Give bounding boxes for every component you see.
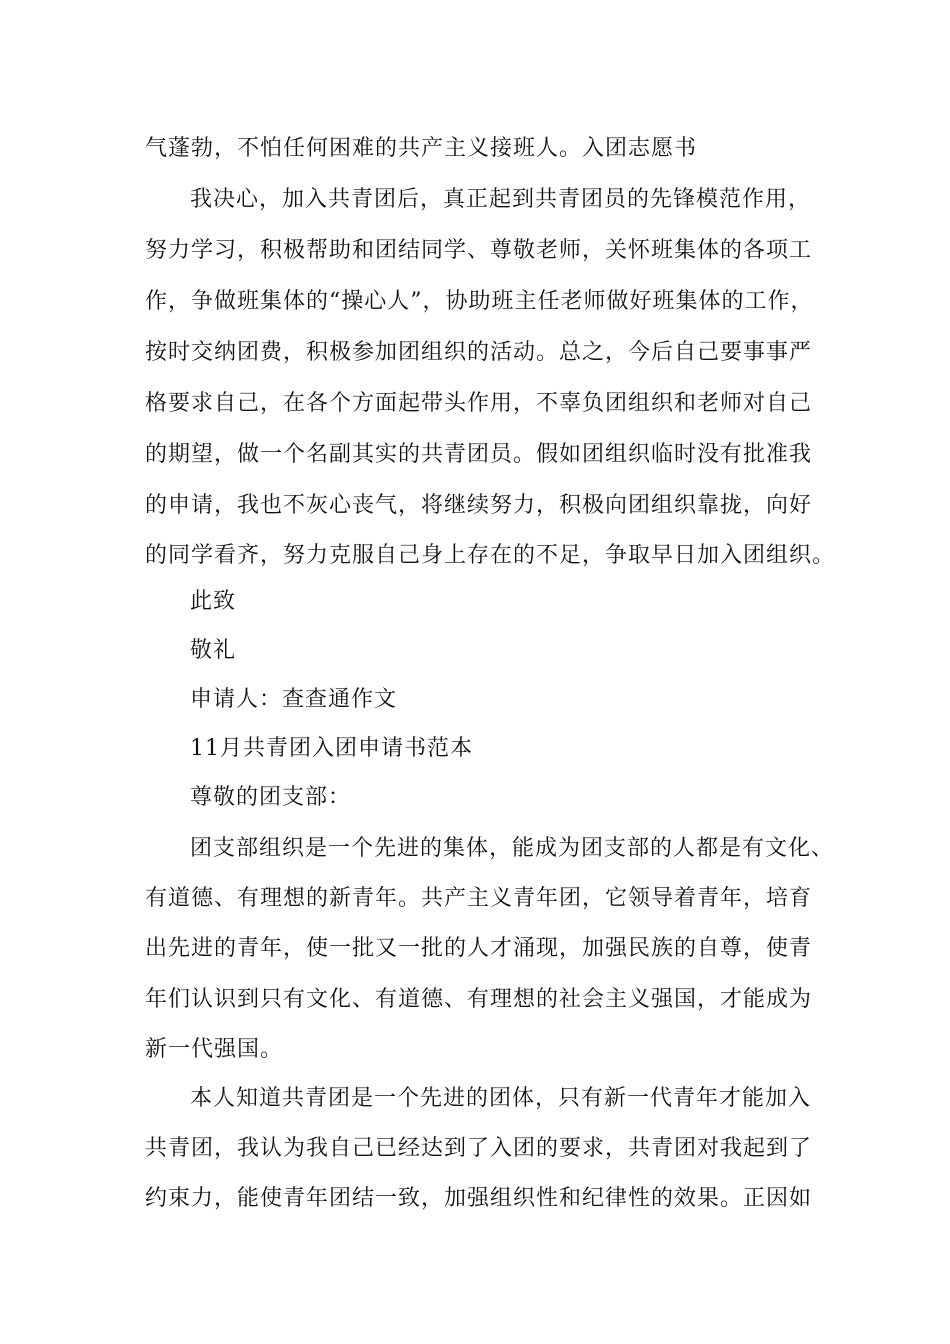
text-line: 的申请，我也不灰心丧气，将继续努力，积极向团组织靠拢，向好 bbox=[145, 493, 813, 518]
text-line: 团支部组织是一个先进的集体，能成为团支部的人都是有文化、 bbox=[190, 836, 835, 861]
closing-line: 此致 bbox=[190, 589, 237, 614]
section-title: 11月共青团入团申请书范本 bbox=[190, 736, 473, 761]
text-line: 格要求自己，在各个方面起带头作用，不辜负团组织和老师对自己 bbox=[145, 391, 813, 416]
text-line: 新一代强国。 bbox=[145, 1037, 284, 1062]
text-line: 约束力，能使青年团结一致，加强组织性和纪律性的效果。正因如 bbox=[145, 1186, 813, 1211]
text-line: 按时交纳团费，积极参加团组织的活动。总之，今后自己要事事严 bbox=[145, 340, 813, 365]
text-line: 年们认识到只有文化、有道德、有理想的社会主义强国，才能成为 bbox=[145, 987, 813, 1012]
text-line: 气蓬勃，不怕任何困难的共产主义接班人。入团志愿书 bbox=[145, 136, 698, 161]
salutation: 尊敬的团支部： bbox=[190, 785, 352, 810]
closing-line: 敬礼 bbox=[190, 638, 237, 663]
text-line: 的同学看齐，努力克服自己身上存在的不足，争取早日加入团组织。 bbox=[145, 543, 836, 568]
applicant-line: 申请人：查查通作文 bbox=[190, 687, 398, 712]
text-line: 的期望，做一个名副其实的共青团员。假如团组织临时没有批准我 bbox=[145, 442, 813, 467]
text-line: 有道德、有理想的新青年。共产主义青年团，它领导着青年，培育 bbox=[145, 886, 813, 911]
text-line: 本人知道共青团是一个先进的团体，只有新一代青年才能加入 bbox=[190, 1086, 812, 1111]
text-line: 我决心，加入共青团后，真正起到共青团员的先锋模范作用， bbox=[190, 187, 812, 212]
text-line: 出先进的青年，使一批又一批的人才涌现，加强民族的自尊，使青 bbox=[145, 936, 813, 961]
text-line: 努力学习，积极帮助和团结同学、尊敬老师，关怀班集体的各项工 bbox=[145, 238, 813, 263]
text-line: 作，争做班集体的“操心人”，协助班主任老师做好班集体的工作， bbox=[145, 289, 814, 314]
text-line: 共青团，我认为我自己已经达到了入团的要求，共青团对我起到了 bbox=[145, 1136, 813, 1161]
